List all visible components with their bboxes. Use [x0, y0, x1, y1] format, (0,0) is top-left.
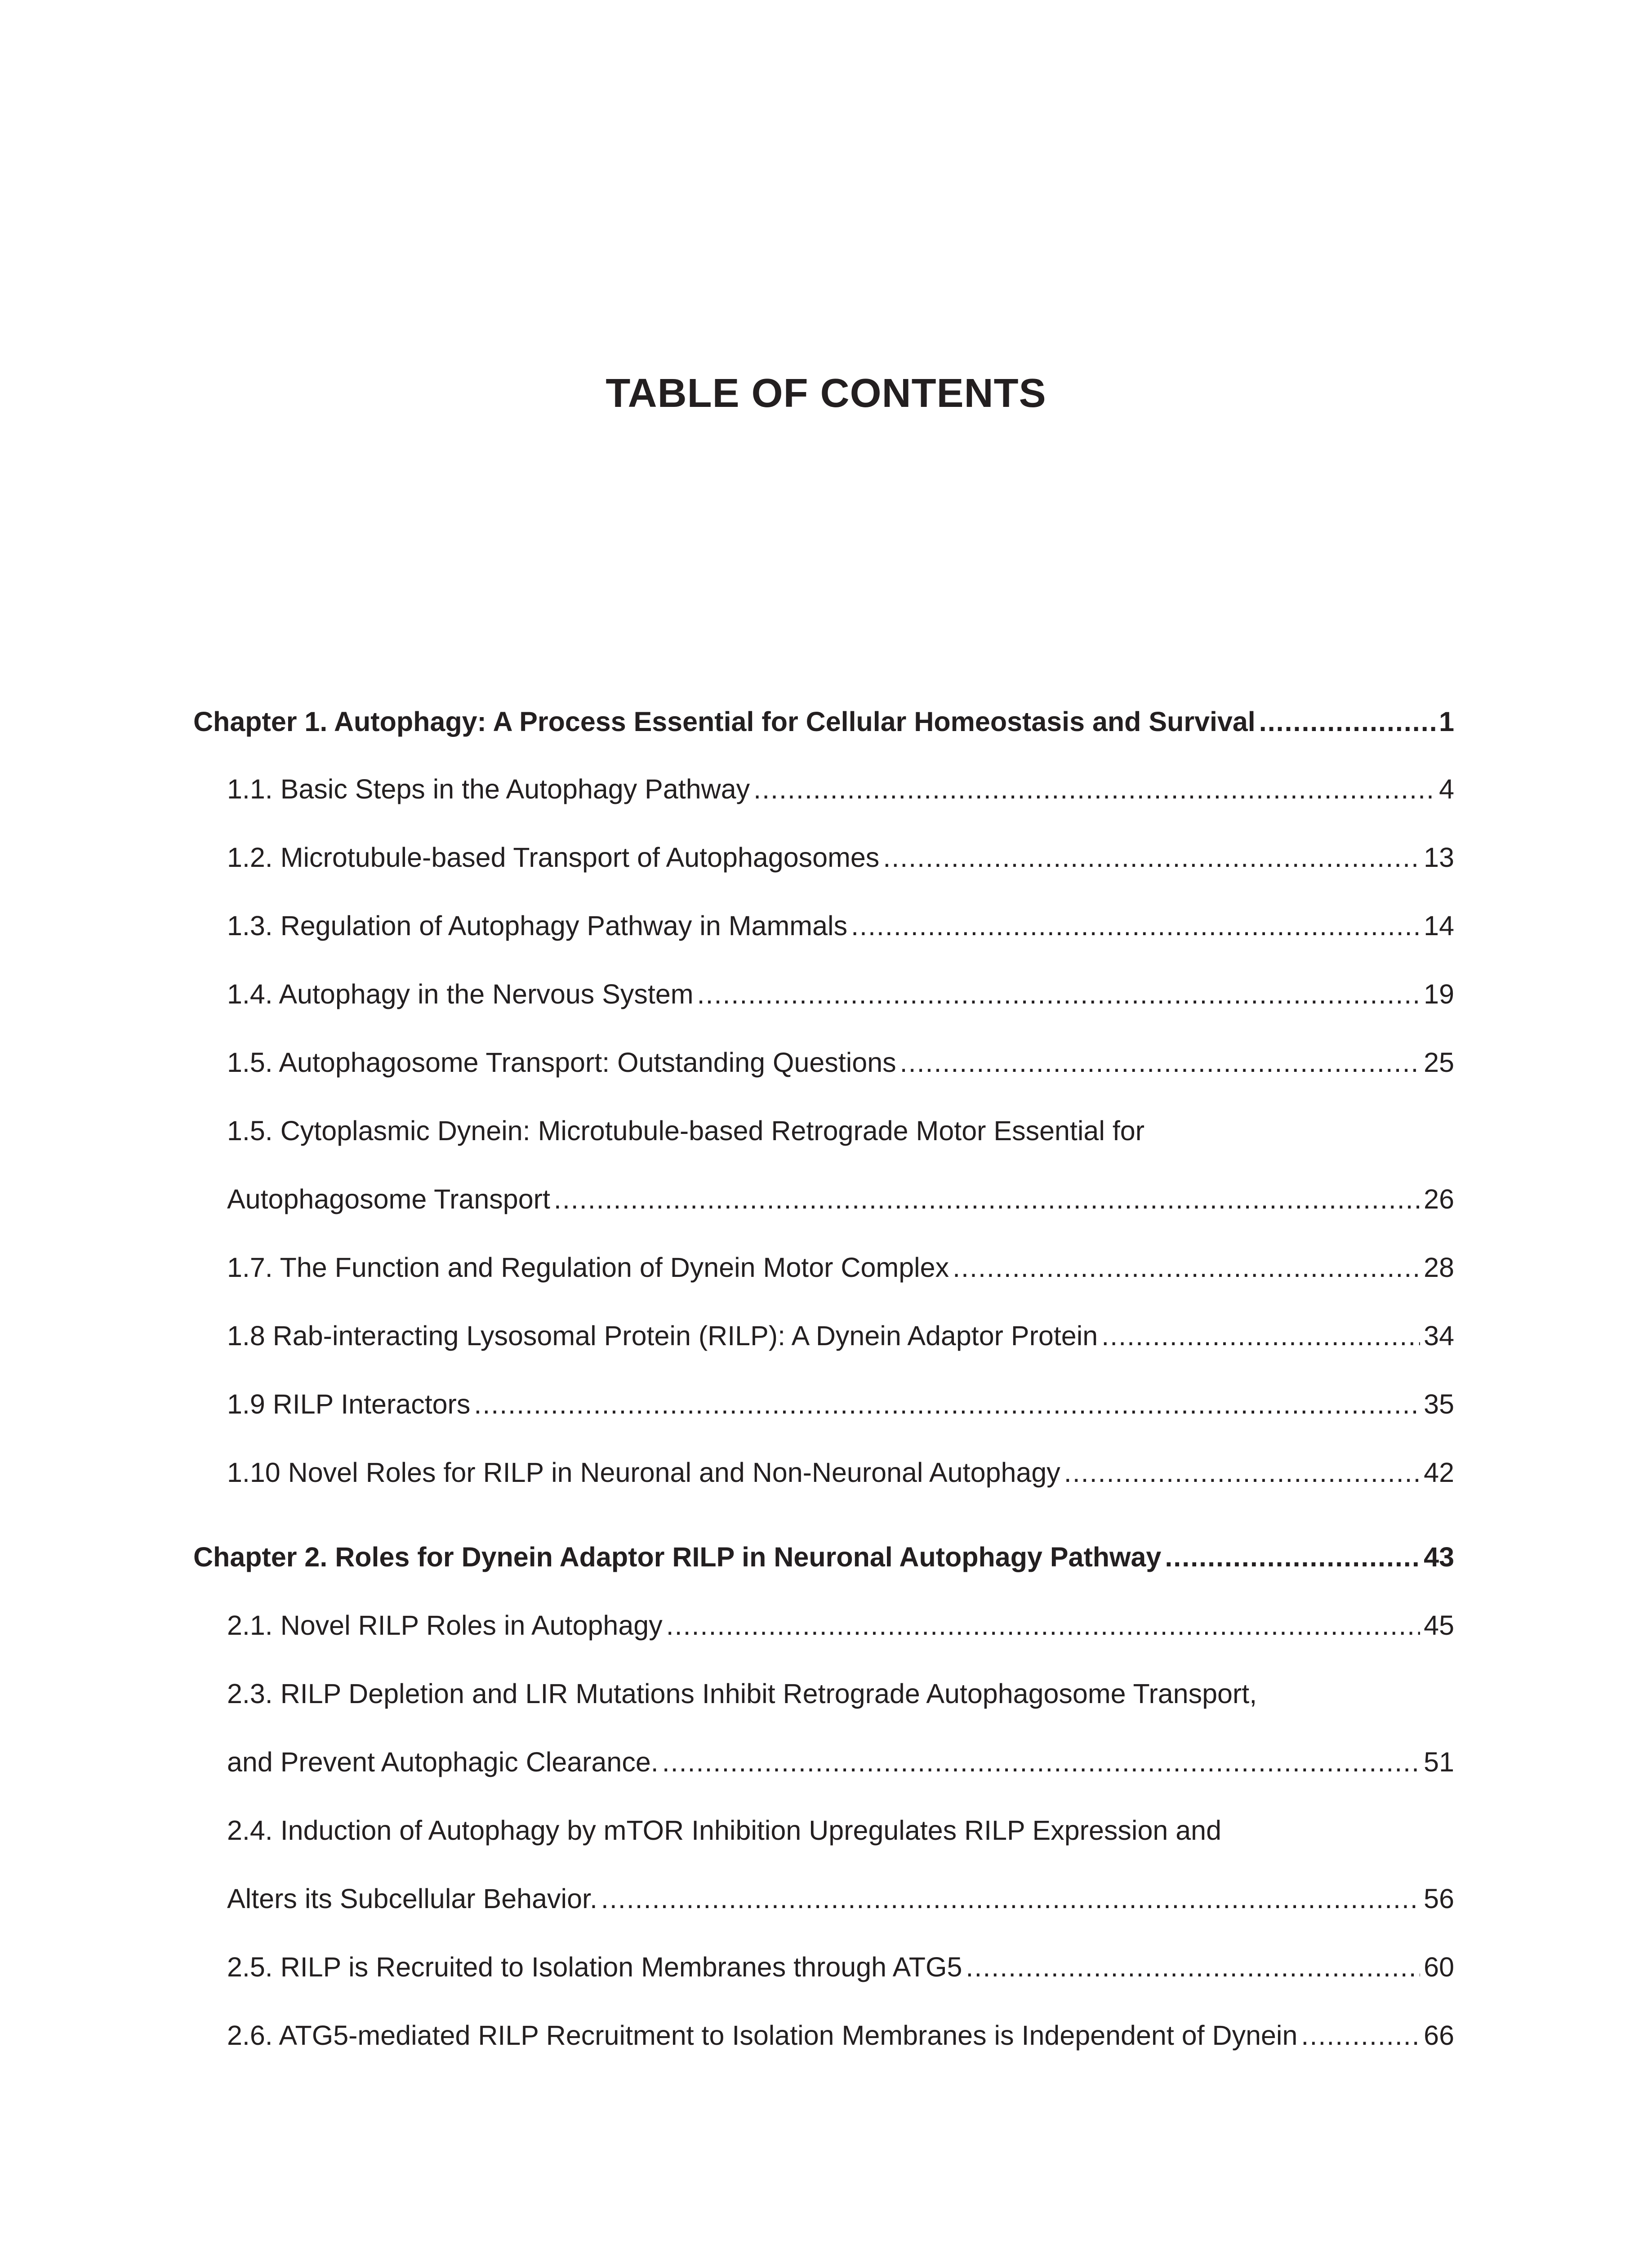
toc-entry-1-2[interactable] — [227, 842, 1454, 873]
toc-entry-2-4-line2[interactable] — [227, 1883, 1454, 1914]
dot-leader — [851, 910, 1420, 941]
toc-page-number: 34 — [1424, 1320, 1454, 1351]
toc-entry-text: 2.3. RILP Depletion and LIR Mutations Inhibit Retrograde Autophagosome Transport, — [227, 1678, 1257, 1709]
toc-entry-text: 1.8 Rab-interacting Lysosomal Protein (RILP): A Dynein Adaptor Protein — [227, 1320, 1098, 1351]
toc-entry-1-1[interactable] — [227, 773, 1454, 805]
toc-entry-1-6-line2[interactable] — [227, 1183, 1454, 1215]
toc-page-number: 4 — [1439, 774, 1454, 804]
page-title: TABLE OF CONTENTS — [606, 371, 1046, 416]
toc-entry-2-6[interactable] — [227, 2020, 1454, 2051]
toc-entry-1-6-line1[interactable] — [227, 1115, 1454, 1146]
toc-entry-2-3-line1[interactable] — [227, 1678, 1454, 1709]
toc-entry-text: Chapter 2. Roles for Dynein Adaptor RILP in Neuronal Autophagy Pathway — [193, 1542, 1162, 1572]
toc-entry-text: and Prevent Autophagic Clearance. — [227, 1747, 659, 1777]
toc-entry-text: Chapter 1. Autophagy: A Process Essential for Cellular Homeostasis and Survival — [193, 706, 1256, 737]
dot-leader — [953, 1252, 1420, 1283]
dot-leader — [1101, 1320, 1420, 1351]
toc-entry-text: 1.7. The Function and Regulation of Dynein Motor Complex — [227, 1252, 949, 1283]
toc-page-number: 25 — [1424, 1047, 1454, 1078]
dot-leader — [601, 1883, 1420, 1914]
toc-entry-text: 2.6. ATG5-mediated RILP Recruitment to Isolation Membranes is Independent of Dynein — [227, 2020, 1298, 2051]
toc-entry-text: 1.5. Cytoplasmic Dynein: Microtubule-based Retrograde Motor Essential for — [227, 1115, 1145, 1146]
toc-page-number: 35 — [1424, 1389, 1454, 1419]
dot-leader — [900, 1047, 1420, 1078]
toc-entry-1-3[interactable] — [227, 910, 1454, 941]
toc-page-number: 45 — [1424, 1610, 1454, 1641]
toc-page-number: 42 — [1424, 1457, 1454, 1488]
toc-entry-text: Alters its Subcellular Behavior. — [227, 1883, 597, 1914]
toc-page-number: 66 — [1424, 2020, 1454, 2051]
toc-page-number: 60 — [1424, 1952, 1454, 1982]
dot-leader — [1259, 706, 1435, 737]
toc-entry-text: 2.5. RILP is Recruited to Isolation Membranes through ATG5 — [227, 1952, 962, 1982]
dot-leader — [697, 978, 1420, 1010]
toc-entry-text: 1.5. Autophagosome Transport: Outstanding Questions — [227, 1047, 896, 1078]
toc-entry-1-7[interactable] — [227, 1252, 1454, 1283]
toc-entry-1-5[interactable] — [227, 1047, 1454, 1078]
dot-leader — [554, 1183, 1420, 1215]
toc-entry-text: 1.10 Novel Roles for RILP in Neuronal and Non-Neuronal Autophagy — [227, 1457, 1060, 1488]
dot-leader — [1165, 1541, 1420, 1573]
toc-entry-text: 1.3. Regulation of Autophagy Pathway in Mammals — [227, 910, 848, 941]
toc-page-number: 1 — [1439, 706, 1454, 737]
dot-leader — [474, 1388, 1420, 1420]
toc-page-number: 19 — [1424, 979, 1454, 1009]
dot-leader — [1301, 2020, 1420, 2051]
toc-entry-1-10[interactable] — [227, 1457, 1454, 1488]
toc-entry-2-4-line1[interactable] — [227, 1815, 1454, 1846]
toc-entry-2-1[interactable] — [227, 1610, 1454, 1641]
toc-page-number: 13 — [1424, 842, 1454, 873]
dot-leader — [1064, 1457, 1420, 1488]
toc-entry-2-5[interactable] — [227, 1951, 1454, 1983]
dot-leader — [666, 1610, 1420, 1641]
toc-entry-text: 1.9 RILP Interactors — [227, 1389, 471, 1419]
dot-leader — [883, 842, 1420, 873]
toc-page-number: 28 — [1424, 1252, 1454, 1283]
toc-page-number: 43 — [1424, 1542, 1454, 1572]
toc-entry-text: 1.4. Autophagy in the Nervous System — [227, 979, 694, 1009]
toc-page-number: 26 — [1424, 1184, 1454, 1214]
toc-entry-1-4[interactable] — [227, 978, 1454, 1010]
toc-entry-text: 1.2. Microtubule-based Transport of Autophagosomes — [227, 842, 880, 873]
dot-leader — [662, 1746, 1420, 1778]
toc-chapter-1[interactable] — [193, 706, 1454, 737]
toc-entry-text: 2.4. Induction of Autophagy by mTOR Inhibition Upregulates RILP Expression and — [227, 1815, 1222, 1846]
toc-entry-1-8[interactable] — [227, 1320, 1454, 1351]
toc-entry-text: Autophagosome Transport — [227, 1184, 550, 1214]
toc-page-number: 56 — [1424, 1883, 1454, 1914]
dot-leader — [753, 773, 1435, 805]
toc-entry-1-9[interactable] — [227, 1388, 1454, 1420]
toc-chapter-2[interactable] — [193, 1541, 1454, 1573]
toc-entry-text: 2.1. Novel RILP Roles in Autophagy — [227, 1610, 663, 1641]
toc-entry-text: 1.1. Basic Steps in the Autophagy Pathway — [227, 774, 750, 804]
toc-page-number: 51 — [1424, 1747, 1454, 1777]
toc-page-number: 14 — [1424, 910, 1454, 941]
dot-leader — [966, 1951, 1420, 1983]
toc-entry-2-3-line2[interactable] — [227, 1746, 1454, 1778]
